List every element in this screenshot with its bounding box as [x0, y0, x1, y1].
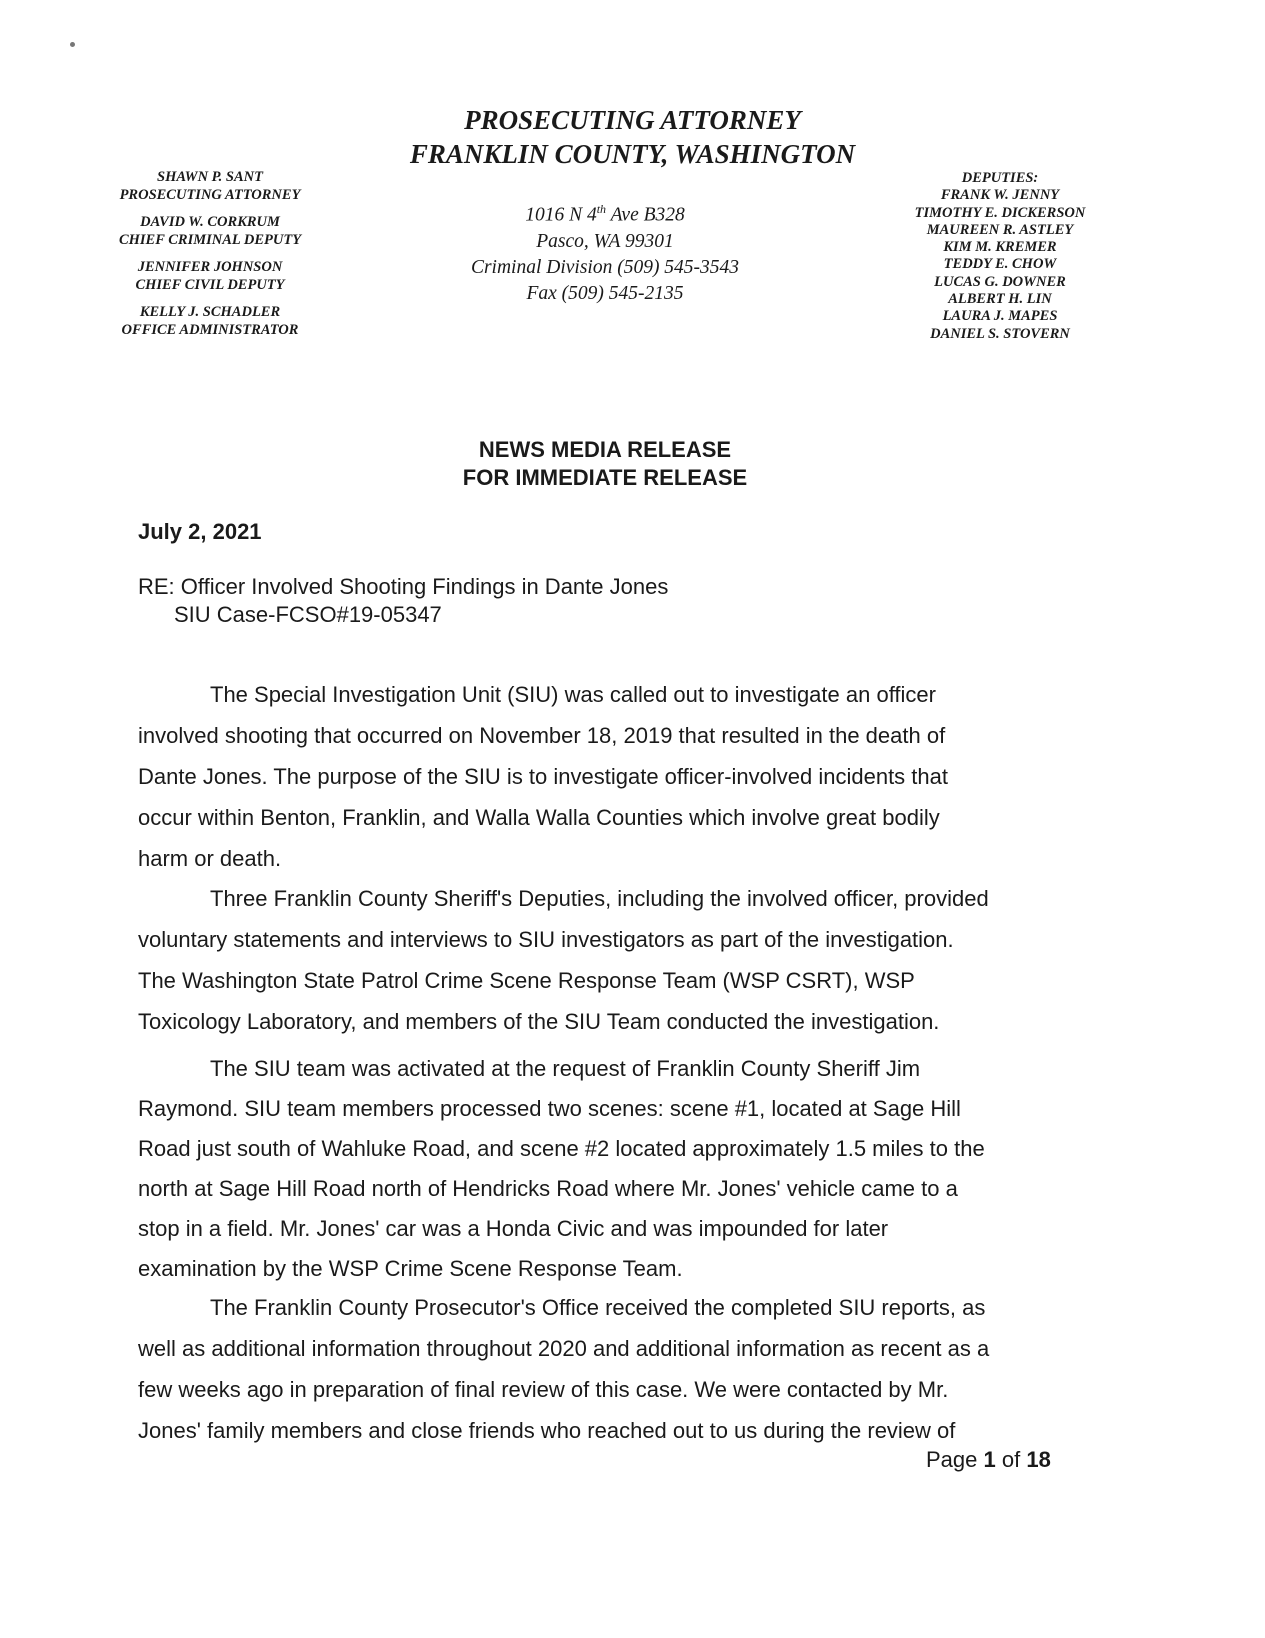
scan-speck: [70, 42, 75, 47]
paragraph-4: [138, 1287, 1078, 1451]
deputy-name: LAURA J. MAPES: [942, 308, 1058, 325]
deputy-name: MAUREEN R. ASTLEY: [926, 221, 1074, 238]
staff-name: KELLY J. SCHADLER: [139, 304, 281, 320]
left-staff-column: [85, 168, 335, 339]
staff-role: CHIEF CRIMINAL DEPUTY: [118, 232, 302, 248]
deputies-column: [880, 170, 1120, 343]
staff-role: PROSECUTING ATTORNEY: [119, 187, 301, 203]
deputy-name: ALBERT H. LIN: [948, 291, 1052, 308]
text-line: examination by the WSP Crime Scene Response Team.: [138, 1256, 683, 1281]
deputies-label: DEPUTIES:: [961, 170, 1039, 186]
release-date: July 2, 2021: [138, 519, 262, 544]
text-line: Jones' family members and close friends who reached out to us during the review of: [138, 1418, 956, 1443]
text-line: Road just south of Wahluke Road, and scene #2 located approximately 1.5 miles to the: [138, 1136, 985, 1161]
letterhead-title: [0, 103, 1265, 171]
staff-name: JENNIFER JOHNSON: [137, 259, 283, 275]
text-line: voluntary statements and interviews to SIU investigators as part of the investigation.: [138, 927, 954, 952]
staff-role: CHIEF CIVIL DEPUTY: [135, 277, 285, 293]
text-line: occur within Benton, Franklin, and Walla Walla Counties which involve great bodily: [138, 805, 940, 830]
text-line: few weeks ago in preparation of final review of this case. We were contacted by Mr.: [138, 1377, 949, 1402]
deputy-name: FRANK W. JENNY: [940, 187, 1060, 204]
staff-role: OFFICE ADMINISTRATOR: [121, 322, 299, 338]
release-line-2: FOR IMMEDIATE RELEASE: [462, 465, 748, 490]
text-line: harm or death.: [138, 846, 282, 871]
paragraph-3: [138, 1049, 1078, 1289]
paragraph-1: [138, 674, 1078, 879]
text-line: Three Franklin County Sheriff's Deputies, including the involved officer, provided: [210, 886, 989, 911]
text-line: well as additional information throughout 2020 and additional information as recent as a: [138, 1336, 990, 1361]
text-line: The Washington State Patrol Crime Scene Response Team (WSP CSRT), WSP: [138, 968, 915, 993]
street-address: 1016 N 4th Ave B328: [525, 202, 685, 226]
text-line: involved shooting that occurred on November 18, 2019 that resulted in the death of: [138, 723, 946, 748]
office-address: [405, 196, 805, 307]
text-line: The SIU team was activated at the request of Franklin County Sheriff Jim: [210, 1056, 921, 1081]
text-line: north at Sage Hill Road north of Hendricks Road where Mr. Jones' vehicle came to a: [138, 1176, 958, 1201]
text-line: Raymond. SIU team members processed two scenes: scene #1, located at Sage Hill: [138, 1096, 961, 1121]
staff-name: SHAWN P. SANT: [157, 169, 263, 185]
title-line-2: FRANKLIN COUNTY, WASHINGTON: [409, 139, 856, 169]
release-line-1: NEWS MEDIA RELEASE: [478, 437, 732, 462]
deputy-name: TIMOTHY E. DICKERSON: [914, 204, 1086, 221]
fax-line: Fax (509) 545-2135: [526, 282, 684, 304]
text-line: The Franklin County Prosecutor's Office received the completed SIU reports, as: [210, 1295, 986, 1320]
phone-line: Criminal Division (509) 545-3543: [470, 256, 740, 278]
deputy-name: LUCAS G. DOWNER: [934, 273, 1066, 290]
release-heading: [0, 436, 1210, 492]
text-line: The Special Investigation Unit (SIU) was called out to investigate an officer: [210, 682, 936, 707]
page-number: Page 1 of 18: [926, 1447, 1051, 1472]
subject-line: [138, 573, 668, 629]
title-line-1: PROSECUTING ATTORNEY: [464, 105, 801, 135]
staff-name: DAVID W. CORKRUM: [140, 214, 280, 230]
paragraph-2: [138, 878, 1078, 1042]
text-line: stop in a field. Mr. Jones' car was a Honda Civic and was impounded for later: [138, 1216, 889, 1241]
text-line: Dante Jones. The purpose of the SIU is to investigate officer-involved incidents that: [138, 764, 948, 789]
city-line: Pasco, WA 99301: [536, 230, 674, 252]
deputy-name: TEDDY E. CHOW: [943, 256, 1057, 273]
subject-line-1: RE: Officer Involved Shooting Findings in Dante Jones: [138, 574, 669, 599]
case-number: SIU Case-FCSO#19-05347: [174, 602, 442, 627]
deputy-name: KIM M. KREMER: [943, 239, 1057, 256]
text-line: Toxicology Laboratory, and members of the SIU Team conducted the investigation.: [138, 1009, 940, 1034]
deputy-name: DANIEL S. STOVERN: [930, 325, 1070, 342]
